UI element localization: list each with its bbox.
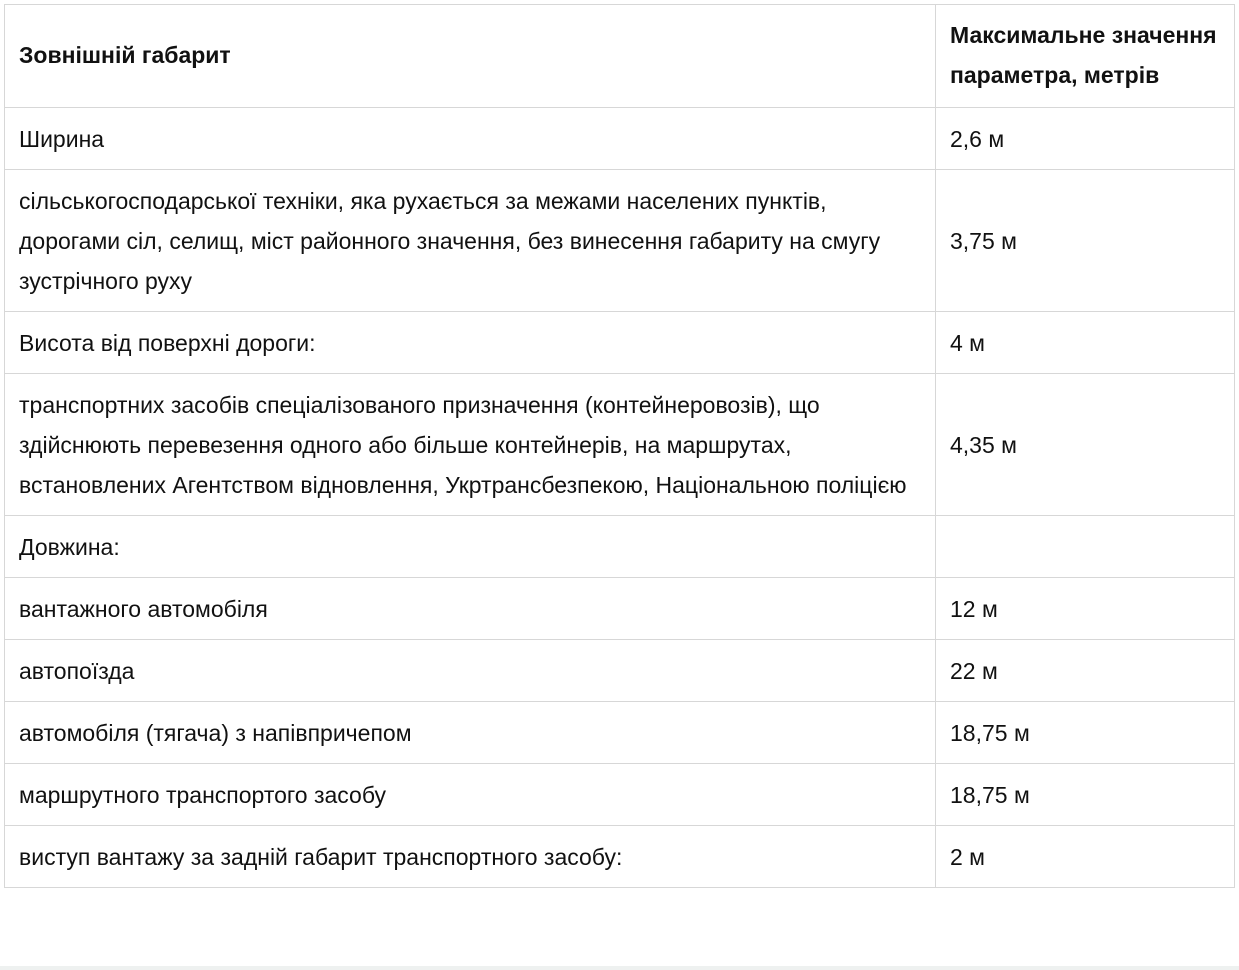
row-parameter: маршрутного транспортого засобу xyxy=(5,764,936,826)
table-row xyxy=(5,312,1235,374)
row-value: 18,75 м xyxy=(936,764,1235,826)
table-row xyxy=(5,374,1235,516)
row-value xyxy=(936,516,1235,578)
table-row xyxy=(5,108,1235,170)
header-external-dimension: Зовнішній габарит xyxy=(5,5,936,108)
page-bottom-divider xyxy=(0,966,1239,970)
row-value: 3,75 м xyxy=(936,170,1235,312)
row-parameter: автомобіля (тягача) з напівпричепом xyxy=(5,702,936,764)
table-row xyxy=(5,826,1235,888)
row-parameter: Ширина xyxy=(5,108,936,170)
table-row xyxy=(5,702,1235,764)
row-value: 4,35 м xyxy=(936,374,1235,516)
row-parameter: автопоїзда xyxy=(5,640,936,702)
row-value: 12 м xyxy=(936,578,1235,640)
row-value: 18,75 м xyxy=(936,702,1235,764)
table-row xyxy=(5,516,1235,578)
table-header-row xyxy=(5,5,1235,108)
row-parameter: транспортних засобів спеціалізованого призначення (контейнеровозів), що здійснюють перевезення одного або більше контейнерів, на маршрутах, встановлених Агентством відновлення, Укртрансбезпекою, Національною поліцією xyxy=(5,374,936,516)
table-row xyxy=(5,170,1235,312)
table-row xyxy=(5,578,1235,640)
row-value: 4 м xyxy=(936,312,1235,374)
row-parameter: Довжина: xyxy=(5,516,936,578)
row-value: 2,6 м xyxy=(936,108,1235,170)
row-parameter: Висота від поверхні дороги: xyxy=(5,312,936,374)
table-row xyxy=(5,764,1235,826)
row-parameter: сільськогосподарської техніки, яка рухається за межами населених пунктів, дорогами сіл, селищ, міст районного значення, без винесення габариту на смугу зустрічного руху xyxy=(5,170,936,312)
row-parameter: вантажного автомобіля xyxy=(5,578,936,640)
dimensions-table xyxy=(4,4,1235,888)
table-row xyxy=(5,640,1235,702)
row-parameter: виступ вантажу за задній габарит транспортного засобу: xyxy=(5,826,936,888)
header-max-value: Максимальне значення параметра, метрів xyxy=(936,5,1235,108)
row-value: 22 м xyxy=(936,640,1235,702)
row-value: 2 м xyxy=(936,826,1235,888)
